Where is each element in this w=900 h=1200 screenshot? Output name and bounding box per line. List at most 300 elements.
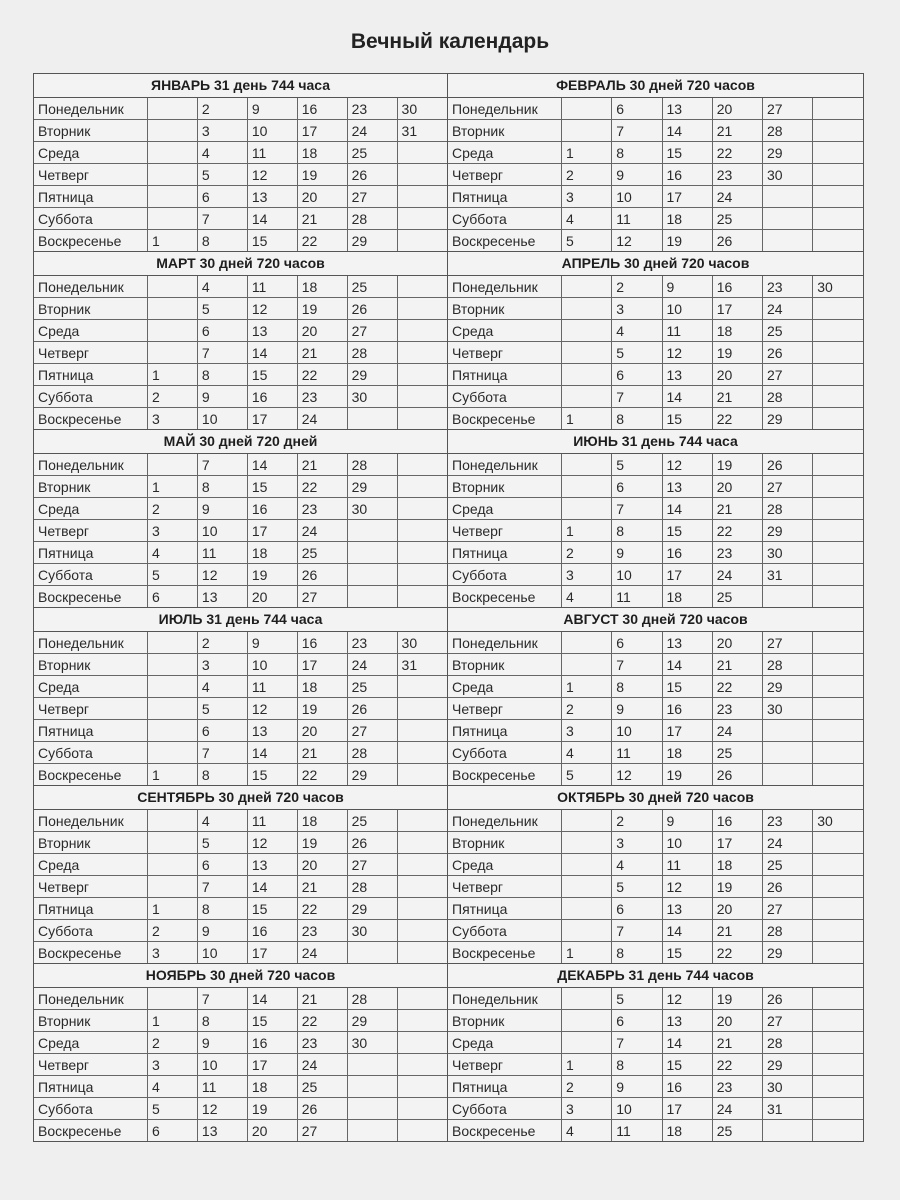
- weekday-row: [34, 586, 447, 608]
- day-cell: [397, 764, 447, 786]
- day-cell: 4: [148, 1076, 198, 1098]
- day-cell: 11: [612, 586, 662, 608]
- day-cell: 23: [712, 1076, 762, 1098]
- weekday-label: Вторник: [448, 1010, 562, 1032]
- day-cell: 1: [148, 764, 198, 786]
- day-cell: [397, 698, 447, 720]
- day-cell: 18: [297, 810, 347, 832]
- day-cell: 17: [662, 720, 712, 742]
- day-cell: 3: [562, 186, 612, 208]
- day-cell: 1: [562, 1054, 612, 1076]
- day-cell: 13: [662, 1010, 712, 1032]
- day-cell: 20: [297, 720, 347, 742]
- day-cell: [813, 654, 863, 676]
- day-cell: 13: [247, 854, 297, 876]
- weekday-row: [34, 742, 447, 764]
- weekday-row: [448, 208, 863, 230]
- weekday-row: [34, 676, 447, 698]
- day-cell: 26: [347, 164, 397, 186]
- day-cell: 6: [148, 1120, 198, 1142]
- day-cell: 24: [347, 120, 397, 142]
- month-title: ДЕКАБРЬ 31 день 744 часов: [448, 964, 863, 988]
- month-table: [34, 98, 447, 251]
- day-cell: [347, 1054, 397, 1076]
- weekday-label: Пятница: [34, 364, 148, 386]
- day-cell: 26: [763, 342, 813, 364]
- day-cell: 11: [247, 810, 297, 832]
- day-cell: [763, 186, 813, 208]
- weekday-row: [34, 898, 447, 920]
- day-cell: 3: [562, 564, 612, 586]
- day-cell: 30: [763, 698, 813, 720]
- day-cell: 25: [347, 810, 397, 832]
- weekday-label: Среда: [34, 1032, 148, 1054]
- day-cell: 8: [197, 364, 247, 386]
- day-cell: 12: [247, 164, 297, 186]
- weekday-row: [448, 742, 863, 764]
- day-cell: 23: [712, 698, 762, 720]
- day-cell: [347, 586, 397, 608]
- day-cell: 13: [247, 186, 297, 208]
- month-table: [448, 98, 863, 251]
- day-cell: 11: [197, 1076, 247, 1098]
- weekday-row: [448, 564, 863, 586]
- day-cell: [813, 164, 863, 186]
- day-cell: [397, 564, 447, 586]
- day-cell: 12: [612, 764, 662, 786]
- weekday-row: [34, 654, 447, 676]
- day-cell: 14: [247, 742, 297, 764]
- day-cell: 19: [247, 564, 297, 586]
- weekday-label: Среда: [448, 676, 562, 698]
- weekday-row: [448, 876, 863, 898]
- month-table: [448, 810, 863, 963]
- day-cell: 17: [662, 1098, 712, 1120]
- weekday-row: [34, 276, 447, 298]
- weekday-label: Пятница: [448, 1076, 562, 1098]
- day-cell: 15: [247, 1010, 297, 1032]
- weekday-label: Воскресенье: [448, 1120, 562, 1142]
- day-cell: 10: [247, 654, 297, 676]
- day-cell: 9: [197, 498, 247, 520]
- day-cell: [397, 876, 447, 898]
- day-cell: 10: [197, 942, 247, 964]
- weekday-row: [448, 1076, 863, 1098]
- day-cell: 17: [662, 564, 712, 586]
- day-cell: [347, 520, 397, 542]
- day-cell: [397, 276, 447, 298]
- day-cell: 1: [148, 898, 198, 920]
- day-cell: [813, 1120, 863, 1142]
- weekday-label: Четверг: [34, 342, 148, 364]
- day-cell: 17: [662, 186, 712, 208]
- day-cell: [562, 386, 612, 408]
- day-cell: 28: [763, 386, 813, 408]
- weekday-row: [34, 208, 447, 230]
- day-cell: 11: [612, 742, 662, 764]
- day-cell: 8: [612, 942, 662, 964]
- day-cell: 3: [148, 408, 198, 430]
- weekday-label: Четверг: [34, 520, 148, 542]
- day-cell: 22: [297, 230, 347, 252]
- day-cell: 19: [297, 164, 347, 186]
- day-cell: 28: [763, 920, 813, 942]
- day-cell: 27: [763, 632, 813, 654]
- day-cell: [148, 742, 198, 764]
- day-cell: [397, 520, 447, 542]
- day-cell: 6: [148, 586, 198, 608]
- day-cell: 21: [712, 654, 762, 676]
- day-cell: 18: [247, 542, 297, 564]
- day-cell: [813, 498, 863, 520]
- day-cell: 15: [247, 764, 297, 786]
- day-cell: 12: [197, 1098, 247, 1120]
- weekday-label: Суббота: [448, 208, 562, 230]
- day-cell: 4: [562, 208, 612, 230]
- day-cell: 11: [612, 1120, 662, 1142]
- day-cell: 9: [197, 920, 247, 942]
- day-cell: [813, 1098, 863, 1120]
- day-cell: [562, 454, 612, 476]
- day-cell: 7: [612, 920, 662, 942]
- day-cell: [763, 764, 813, 786]
- day-cell: 1: [148, 476, 198, 498]
- day-cell: 23: [712, 542, 762, 564]
- weekday-label: Пятница: [448, 186, 562, 208]
- day-cell: 6: [612, 364, 662, 386]
- day-cell: 10: [197, 520, 247, 542]
- weekday-row: [34, 230, 447, 252]
- month-title: МАРТ 30 дней 720 часов: [34, 252, 447, 276]
- weekday-label: Среда: [448, 854, 562, 876]
- weekday-row: [34, 876, 447, 898]
- day-cell: [148, 276, 198, 298]
- weekday-label: Четверг: [448, 876, 562, 898]
- day-cell: 5: [612, 342, 662, 364]
- day-cell: 13: [662, 476, 712, 498]
- day-cell: 22: [712, 142, 762, 164]
- weekday-label: Суббота: [448, 1098, 562, 1120]
- month-title: АПРЕЛЬ 30 дней 720 часов: [448, 252, 863, 276]
- day-cell: 5: [197, 298, 247, 320]
- day-cell: 14: [247, 454, 297, 476]
- day-cell: [397, 186, 447, 208]
- day-cell: 9: [662, 810, 712, 832]
- day-cell: 14: [662, 654, 712, 676]
- month-table: [34, 810, 447, 963]
- day-cell: [813, 1032, 863, 1054]
- weekday-row: [448, 854, 863, 876]
- weekday-label: Вторник: [34, 832, 148, 854]
- day-cell: 16: [662, 164, 712, 186]
- day-cell: 18: [662, 586, 712, 608]
- weekday-row: [448, 832, 863, 854]
- month-block: [34, 786, 448, 964]
- day-cell: 20: [712, 898, 762, 920]
- day-cell: 13: [662, 898, 712, 920]
- month-block: [448, 786, 863, 964]
- weekday-row: [448, 386, 863, 408]
- weekday-row: [448, 1032, 863, 1054]
- weekday-row: [34, 854, 447, 876]
- day-cell: 22: [297, 1010, 347, 1032]
- day-cell: 24: [712, 564, 762, 586]
- day-cell: [813, 876, 863, 898]
- weekday-label: Понедельник: [448, 454, 562, 476]
- day-cell: 10: [197, 1054, 247, 1076]
- weekday-row: [34, 720, 447, 742]
- day-cell: [813, 542, 863, 564]
- weekday-label: Вторник: [34, 120, 148, 142]
- day-cell: 29: [763, 676, 813, 698]
- day-cell: [813, 632, 863, 654]
- day-cell: 25: [347, 676, 397, 698]
- day-cell: [148, 810, 198, 832]
- day-cell: 1: [562, 142, 612, 164]
- day-cell: 8: [197, 476, 247, 498]
- day-cell: [397, 298, 447, 320]
- day-cell: 15: [247, 898, 297, 920]
- day-cell: 8: [612, 676, 662, 698]
- day-cell: [813, 564, 863, 586]
- day-cell: [562, 1010, 612, 1032]
- day-cell: 5: [148, 1098, 198, 1120]
- weekday-label: Понедельник: [34, 632, 148, 654]
- day-cell: [397, 720, 447, 742]
- day-cell: [397, 1098, 447, 1120]
- day-cell: [347, 1098, 397, 1120]
- day-cell: [562, 810, 612, 832]
- weekday-label: Пятница: [448, 898, 562, 920]
- day-cell: 24: [712, 720, 762, 742]
- day-cell: 21: [297, 988, 347, 1010]
- day-cell: 17: [297, 654, 347, 676]
- day-cell: 7: [612, 498, 662, 520]
- weekday-label: Воскресенье: [448, 764, 562, 786]
- weekday-row: [448, 98, 863, 120]
- day-cell: 25: [712, 1120, 762, 1142]
- day-cell: 19: [712, 988, 762, 1010]
- day-cell: [397, 810, 447, 832]
- day-cell: [763, 208, 813, 230]
- day-cell: 4: [612, 854, 662, 876]
- day-cell: 18: [712, 320, 762, 342]
- weekday-row: [34, 1010, 447, 1032]
- day-cell: [148, 120, 198, 142]
- day-cell: 4: [197, 276, 247, 298]
- day-cell: 29: [763, 520, 813, 542]
- day-cell: [397, 742, 447, 764]
- day-cell: 6: [612, 632, 662, 654]
- day-cell: [813, 520, 863, 542]
- day-cell: 31: [397, 654, 447, 676]
- day-cell: 12: [197, 564, 247, 586]
- day-cell: [397, 1076, 447, 1098]
- day-cell: 7: [197, 876, 247, 898]
- day-cell: 20: [712, 364, 762, 386]
- day-cell: 13: [662, 98, 712, 120]
- day-cell: 6: [197, 854, 247, 876]
- weekday-label: Вторник: [34, 298, 148, 320]
- day-cell: [397, 1054, 447, 1076]
- weekday-label: Понедельник: [448, 98, 562, 120]
- day-cell: 25: [763, 320, 813, 342]
- weekday-row: [448, 520, 863, 542]
- weekday-label: Суббота: [448, 742, 562, 764]
- weekday-row: [448, 1120, 863, 1142]
- day-cell: 14: [247, 342, 297, 364]
- day-cell: 18: [297, 276, 347, 298]
- month-block: [448, 430, 863, 608]
- day-cell: 11: [247, 676, 297, 698]
- day-cell: [148, 988, 198, 1010]
- weekday-label: Среда: [34, 498, 148, 520]
- weekday-row: [448, 676, 863, 698]
- day-cell: 23: [763, 810, 813, 832]
- day-cell: 12: [662, 454, 712, 476]
- day-cell: [813, 920, 863, 942]
- day-cell: 26: [297, 564, 347, 586]
- day-cell: 1: [562, 520, 612, 542]
- day-cell: 1: [148, 364, 198, 386]
- weekday-label: Среда: [34, 854, 148, 876]
- weekday-label: Понедельник: [34, 98, 148, 120]
- month-block: [34, 964, 448, 1141]
- day-cell: 15: [662, 1054, 712, 1076]
- day-cell: [562, 654, 612, 676]
- day-cell: [813, 832, 863, 854]
- day-cell: [562, 98, 612, 120]
- weekday-label: Среда: [34, 320, 148, 342]
- day-cell: [347, 1120, 397, 1142]
- day-cell: [562, 898, 612, 920]
- page-title: Вечный календарь: [350, 30, 550, 53]
- day-cell: 26: [712, 230, 762, 252]
- day-cell: 18: [247, 1076, 297, 1098]
- weekday-row: [448, 476, 863, 498]
- day-cell: 23: [763, 276, 813, 298]
- day-cell: 21: [712, 498, 762, 520]
- day-cell: 25: [297, 1076, 347, 1098]
- weekday-label: Воскресенье: [448, 942, 562, 964]
- month-title: СЕНТЯБРЬ 30 дней 720 часов: [34, 786, 447, 810]
- day-cell: 15: [247, 230, 297, 252]
- weekday-row: [34, 386, 447, 408]
- day-cell: 29: [347, 764, 397, 786]
- day-cell: 25: [712, 586, 762, 608]
- weekday-label: Пятница: [34, 186, 148, 208]
- day-cell: 22: [712, 520, 762, 542]
- weekday-row: [34, 364, 447, 386]
- day-cell: 20: [247, 586, 297, 608]
- day-cell: [813, 586, 863, 608]
- day-cell: [148, 854, 198, 876]
- day-cell: 20: [297, 186, 347, 208]
- day-cell: [813, 342, 863, 364]
- day-cell: [397, 988, 447, 1010]
- day-cell: [813, 408, 863, 430]
- day-cell: [397, 898, 447, 920]
- day-cell: 2: [148, 498, 198, 520]
- weekday-label: Пятница: [34, 898, 148, 920]
- day-cell: [562, 120, 612, 142]
- day-cell: [397, 498, 447, 520]
- day-cell: 14: [662, 1032, 712, 1054]
- weekday-row: [448, 164, 863, 186]
- month-table: [448, 276, 863, 429]
- day-cell: 25: [347, 276, 397, 298]
- day-cell: 30: [397, 98, 447, 120]
- weekday-row: [448, 320, 863, 342]
- weekday-label: Вторник: [34, 476, 148, 498]
- day-cell: [813, 320, 863, 342]
- weekday-label: Суббота: [448, 386, 562, 408]
- day-cell: 14: [662, 920, 712, 942]
- weekday-row: [34, 1098, 447, 1120]
- day-cell: 5: [562, 230, 612, 252]
- day-cell: 5: [197, 698, 247, 720]
- month-block: [34, 252, 448, 430]
- day-cell: 24: [297, 1054, 347, 1076]
- day-cell: 18: [297, 142, 347, 164]
- day-cell: 19: [297, 832, 347, 854]
- day-cell: [347, 942, 397, 964]
- day-cell: 23: [297, 498, 347, 520]
- day-cell: 12: [662, 342, 712, 364]
- month-title: ИЮЛЬ 31 день 744 часа: [34, 608, 447, 632]
- day-cell: 29: [347, 898, 397, 920]
- day-cell: 11: [662, 320, 712, 342]
- day-cell: 22: [712, 942, 762, 964]
- day-cell: 7: [612, 1032, 662, 1054]
- weekday-label: Четверг: [34, 876, 148, 898]
- day-cell: 25: [347, 142, 397, 164]
- weekday-row: [34, 98, 447, 120]
- weekday-row: [34, 942, 447, 964]
- day-cell: 19: [712, 342, 762, 364]
- day-cell: 24: [712, 1098, 762, 1120]
- weekday-label: Среда: [34, 676, 148, 698]
- day-cell: [148, 142, 198, 164]
- day-cell: 1: [562, 942, 612, 964]
- day-cell: 25: [712, 742, 762, 764]
- day-cell: 21: [297, 454, 347, 476]
- weekday-label: Воскресенье: [448, 586, 562, 608]
- weekday-row: [34, 542, 447, 564]
- weekday-row: [34, 520, 447, 542]
- day-cell: 2: [562, 1076, 612, 1098]
- day-cell: 21: [297, 742, 347, 764]
- month-table: [448, 632, 863, 785]
- day-cell: 27: [347, 186, 397, 208]
- day-cell: [562, 920, 612, 942]
- weekday-label: Пятница: [448, 542, 562, 564]
- month-title: ИЮНЬ 31 день 744 часа: [448, 430, 863, 454]
- day-cell: [813, 364, 863, 386]
- day-cell: 3: [148, 1054, 198, 1076]
- day-cell: [813, 1010, 863, 1032]
- day-cell: 13: [247, 320, 297, 342]
- day-cell: 5: [612, 454, 662, 476]
- day-cell: 20: [297, 854, 347, 876]
- month-title: НОЯБРЬ 30 дней 720 часов: [34, 964, 447, 988]
- day-cell: 18: [712, 854, 762, 876]
- day-cell: 2: [562, 698, 612, 720]
- day-cell: 30: [813, 810, 863, 832]
- day-cell: 26: [763, 988, 813, 1010]
- day-cell: 3: [562, 1098, 612, 1120]
- month-table: [34, 632, 447, 785]
